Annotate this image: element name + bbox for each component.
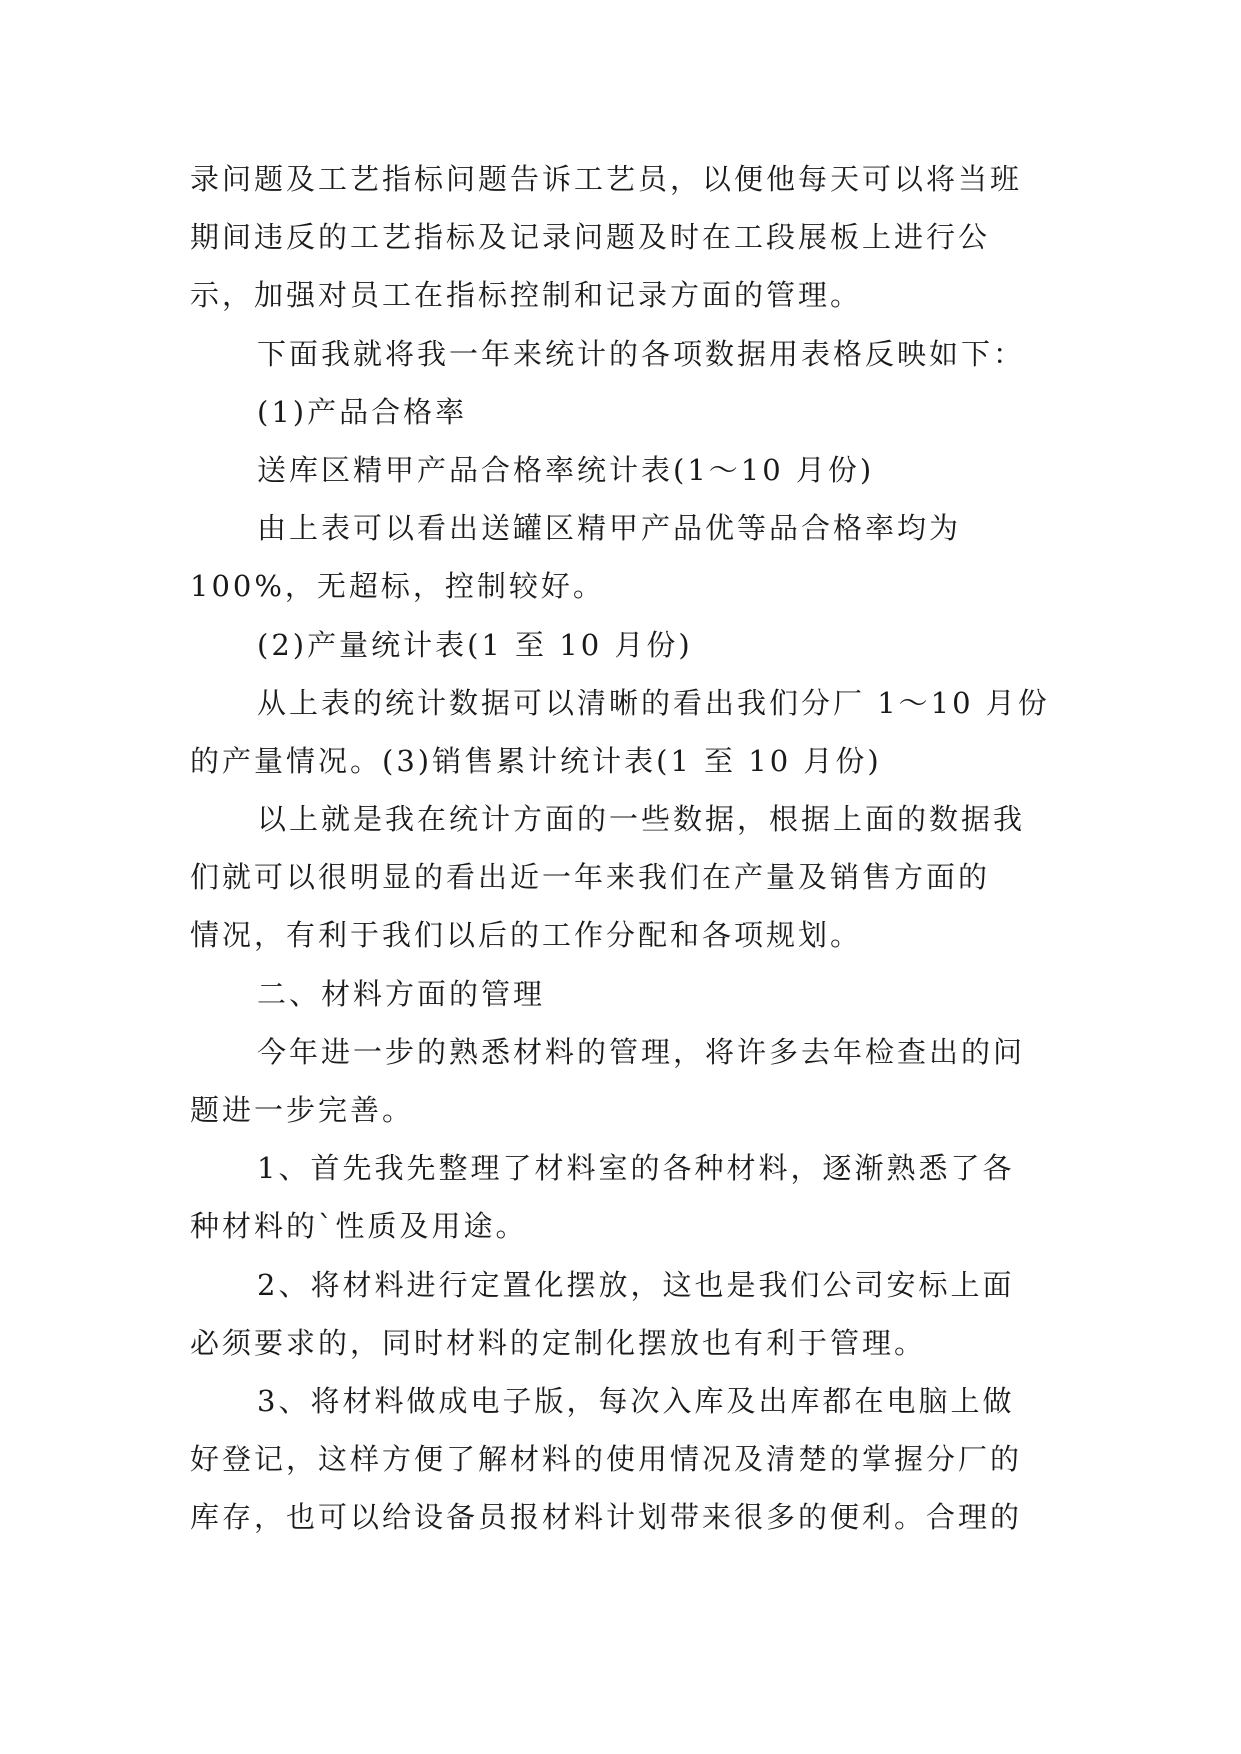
section-heading: 二、材料方面的管理: [257, 976, 546, 1011]
text-line: 以上就是我在统计方面的一些数据，根据上面的数据我: [257, 802, 1026, 837]
text-line: 由上表可以看出送罐区精甲产品优等品合格率均为: [257, 511, 962, 546]
section-heading: (2)产量统计表(1 至 10 月份): [257, 627, 693, 662]
text-line: 种材料的`性质及用途。: [190, 1209, 528, 1244]
text-line: 题进一步完善。: [190, 1093, 415, 1127]
text-line: 必须要求的，同时材料的定制化摆放也有利于管理。: [190, 1325, 927, 1360]
text-line: 下面我就将我一年来统计的各项数据用表格反映如下：: [257, 336, 1026, 371]
text-line: 的产量情况。(3)销售累计统计表(1 至 10 月份): [190, 743, 882, 778]
text-line: 库存，也可以给设备员报材料计划带来很多的便利。合理的: [190, 1500, 1023, 1535]
text-line: 期间违反的工艺指标及记录问题及时在工段展板上进行公: [190, 220, 991, 255]
section-heading: (1)产品合格率: [257, 394, 468, 429]
document-body: [190, 150, 1060, 1547]
list-item: 2、将材料进行定置化摆放，这也是我们公司安标上面: [257, 1267, 1015, 1302]
text-line: 录问题及工艺指标问题告诉工艺员，以便他每天可以将当班: [190, 162, 1023, 196]
text-line: 们就可以很明显的看出近一年来我们在产量及销售方面的: [190, 860, 991, 895]
text-line: 100%，无超标，控制较好。: [190, 569, 605, 604]
table-caption: 送库区精甲产品合格率统计表(1～10 月份): [257, 452, 875, 487]
text-line: 示，加强对员工在指标控制和记录方面的管理。: [190, 278, 863, 313]
text-line: 从上表的统计数据可以清晰的看出我们分厂 1～10 月份: [257, 685, 1050, 720]
list-item: 3、将材料做成电子版，每次入库及出库都在电脑上做: [257, 1383, 1015, 1418]
text-line: 今年进一步的熟悉材料的管理，将许多去年检查出的问: [257, 1034, 1026, 1069]
list-item: 1、首先我先整理了材料室的各种材料，逐渐熟悉了各: [257, 1151, 1015, 1186]
text-line: 情况，有利于我们以后的工作分配和各项规划。: [190, 918, 863, 953]
text-line: 好登记，这样方便了解材料的使用情况及清楚的掌握分厂的: [190, 1442, 1023, 1477]
